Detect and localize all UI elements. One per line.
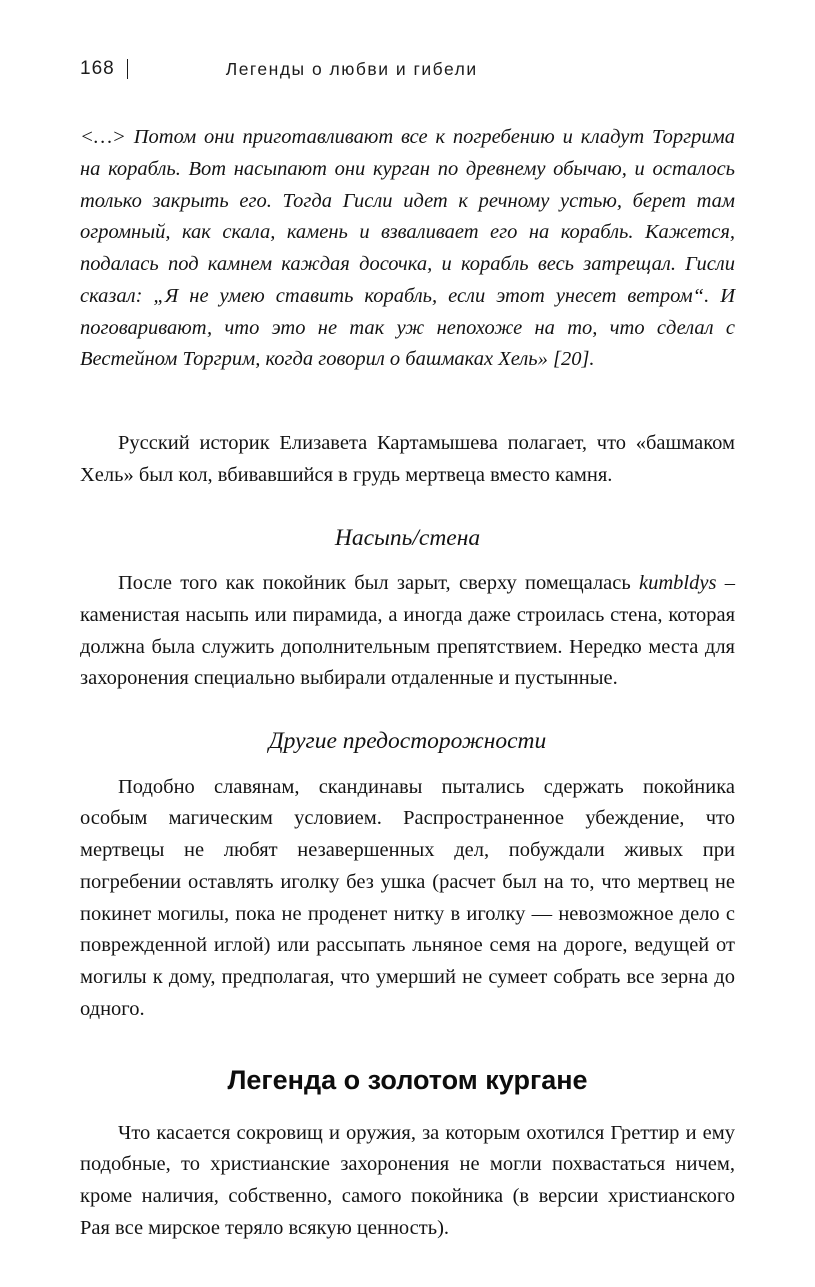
section-heading: Другие предосторожности <box>268 728 547 755</box>
quote-block: <…> Потом они приготавливают все к погребению и кладут Торгрима на корабль. Вот насыпают они курган по древнему обычаю, и осталось только закрыть его. Тогда Гисли идет к речному устью, берет там огромный, как скала, камень и взваливает его на корабль. Кажется, подалась под камнем каждая досочка, и корабль весь затрещал. Гисли сказал: „Я не умею ставить корабль, если этот унесет ветром“. И поговаривают, что это не так уж непохоже на то, что сделал с Вестейном Торгрим, когда говорил о башмаках Хель» [20]. <box>80 126 735 371</box>
paragraph: Русский историк Елизавета Картамышева полагает, что «башмаком Хель» был кол, вбивавшийся в грудь мертвеца вместо камня. <box>80 432 735 486</box>
running-title: Легенды о любви и гибели <box>225 58 478 79</box>
header-divider <box>127 59 128 79</box>
paragraph: После того как покойник был зарыт, сверху помещалась kumbldys – каменистая насыпь или пирамида, а иногда даже строилась стена, которая должна была служить дополнительным препятствием. Нередко места для захоронения специально выбирали отдаленные и пустынные. <box>80 572 736 690</box>
paragraph: Подобно славянам, скандинавы пытались сдержать покойника особым магическим условием. Распространенное убеждение, что мертвецы не любят незавершенных дел, побуждали живых при погребении оставлять иголку без ушка (расчет был на то, что мертвец не покинет могилы, пока не проденет нитку в иголку — невозможное дело с поврежденной иглой) или рассыпать льняное семя на дороге, ведущей от могилы к дому, предполагая, что умерший не сумеет собрать все зерна до одного. <box>80 775 735 1020</box>
page-number: 168 <box>80 58 115 79</box>
page-header <box>80 58 735 80</box>
paragraph: Что касается сокровищ и оружия, за которым охотился Греттир и ему подобные, то христианские захоронения не могли похвастаться ничем, кроме наличия, собственно, самого покойника (в версии христианского Рая все мирское теряло всякую ценность). <box>80 1121 735 1239</box>
page-body <box>80 122 735 1245</box>
section-heading: Насыпь/стена <box>334 524 481 551</box>
chapter-heading: Легенда о золотом кургане <box>227 1064 588 1095</box>
